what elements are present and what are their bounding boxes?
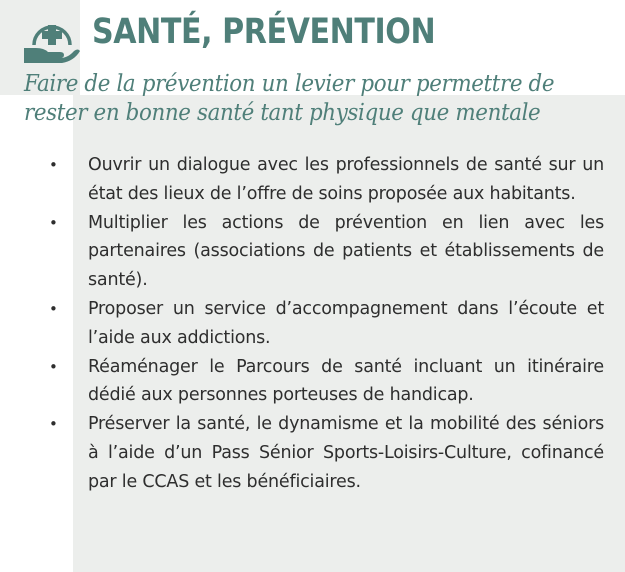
hand-holding-medical-cross-icon (22, 15, 82, 65)
list-item-text: Proposer un service d’accompagnement dans l’écoute et l’aide aux addictions. (88, 298, 604, 348)
list-item-text: Multiplier les actions de prévention en lien avec les partenaires (associations de patients et établissements de santé). (88, 212, 604, 291)
list-item-text: Ouvrir un dialogue avec les professionnels de santé sur un état des lieux de l’offre de soins proposée aux habitants. (88, 155, 604, 204)
page-title: SANTÉ, PRÉVENTION (92, 12, 436, 52)
list-item (49, 353, 604, 411)
list-item-text: Réaménager le Parcours de santé incluant un itinéraire dédié aux personnes porteuses de handicap. (88, 356, 604, 406)
list-item (49, 209, 604, 295)
bullet-icon: • (49, 415, 58, 434)
bullet-icon: • (49, 357, 58, 376)
bullet-icon: • (49, 156, 58, 174)
action-list (49, 151, 604, 497)
page-subtitle: Faire de la prévention un levier pour permettre de rester en bonne santé tant physique que mentale (24, 71, 555, 126)
list-item (49, 151, 604, 209)
bullet-icon: • (49, 213, 58, 232)
bullet-icon: • (49, 299, 58, 318)
list-item (49, 295, 604, 353)
list-item (49, 410, 604, 496)
list-item-text: Préserver la santé, le dynamisme et la mobilité des séniors à l’aide d’un Pass Sénior Sports-Loisirs-Culture, cofinancé par le CCAS et les bénéficiaires. (88, 414, 604, 492)
